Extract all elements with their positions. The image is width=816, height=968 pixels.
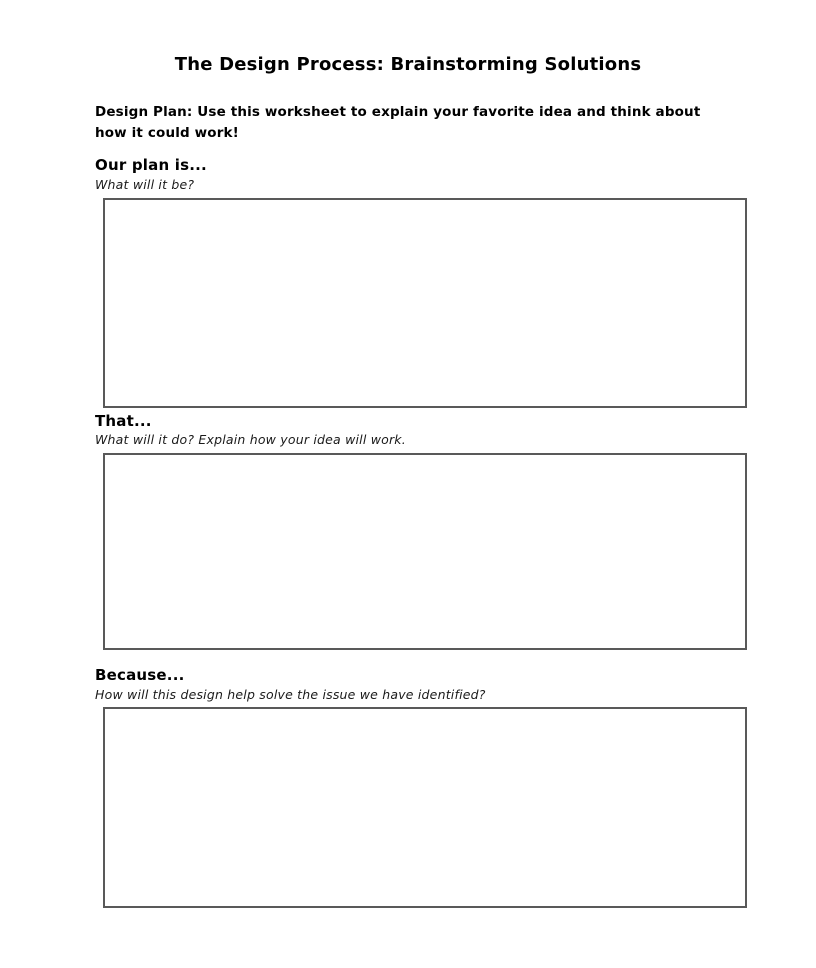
section-prompt-our-plan: What will it be? <box>95 177 195 192</box>
section-prompt-that: What will it do? Explain how your idea will work. <box>95 432 406 447</box>
answer-box-because[interactable] <box>103 707 747 908</box>
answer-box-our-plan[interactable] <box>103 198 747 408</box>
page-title: The Design Process: Brainstorming Solutions <box>174 54 642 75</box>
section-heading-our-plan: Our plan is... <box>95 156 207 174</box>
section-prompt-because: How will this design help solve the issue we have identified? <box>95 687 486 702</box>
section-heading-that: That... <box>95 412 152 430</box>
intro-text: Design Plan: Use this worksheet to explain your favorite idea and think about how it could work! <box>95 104 701 141</box>
answer-box-that[interactable] <box>103 453 747 650</box>
section-heading-because: Because... <box>95 666 185 684</box>
